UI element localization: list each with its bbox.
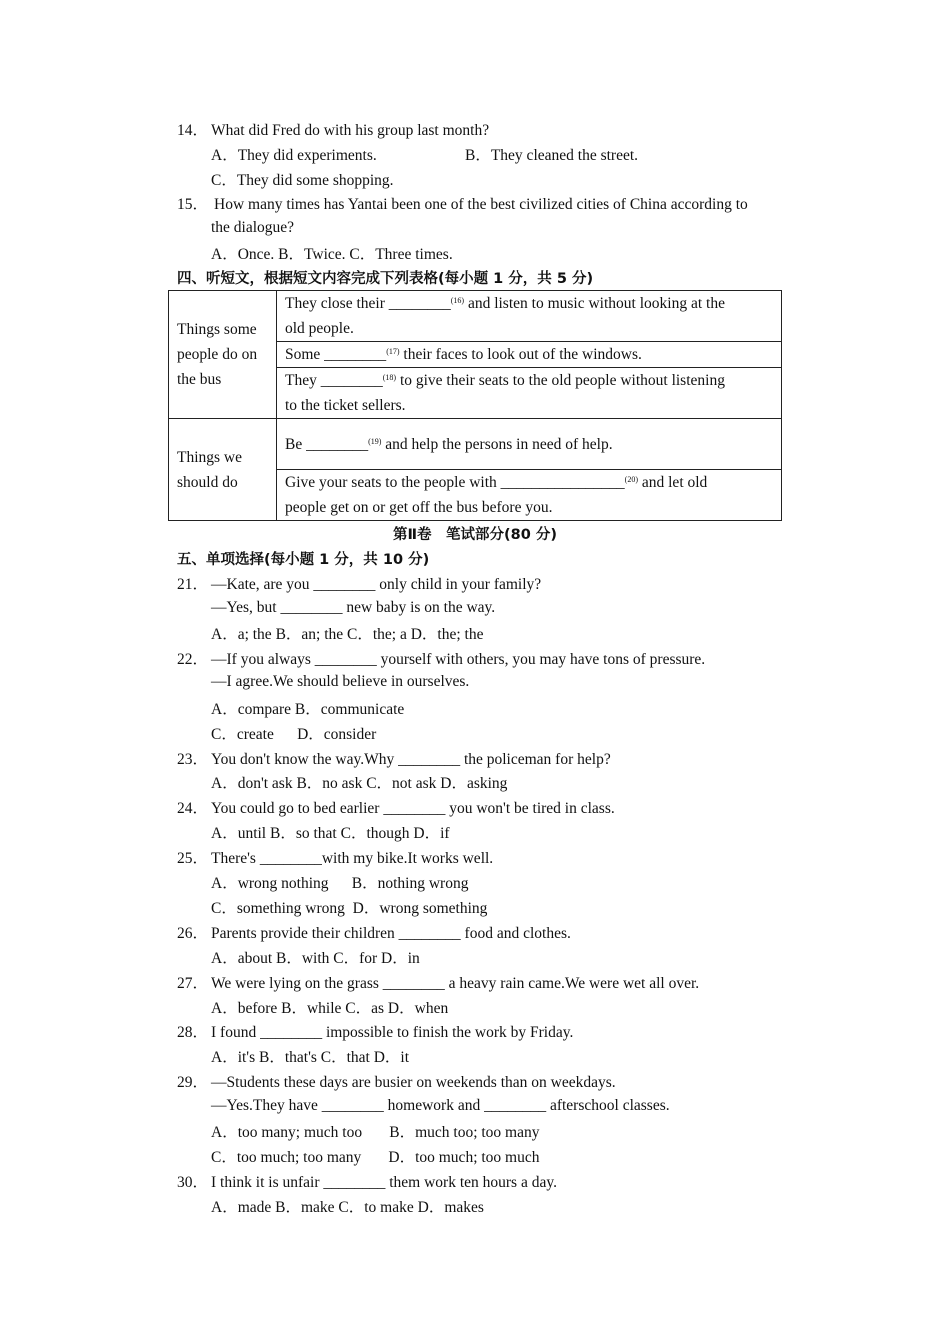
question-number: 24． [177,800,209,817]
section-title: 四、听短文，根据短文内容完成下列表格(每小题 1 分，共 5 分) [177,271,594,287]
options: C．create D．consider [211,726,377,743]
blank-17-cell: Some ________$^{(17)}$ their faces to look out of the windows. [277,342,782,368]
options: A．it's B．that's C．that D．it [211,1049,410,1066]
option-a: A．They did experiments. [211,147,377,164]
options: A．about B．with C．for D．in [211,950,420,967]
section-title: 五、单项选择(每小题 1 分，共 10 分) [177,552,430,568]
question-stem: How many times has Yantai been one of the best civilized cities of China according to [214,196,748,213]
question-number: 15． [177,196,209,213]
question-stem: Parents provide their children ________ food and clothes. [211,925,571,942]
question-number: 14． [177,122,209,139]
question-stem-cont: the dialogue? [211,219,295,236]
question-stem: I found ________ impossible to finish the work by Friday. [211,1024,574,1041]
question-number: 27． [177,975,209,992]
blank-19-cell: Be ________$^{(19)}$ and help the persons in need of help. [277,419,782,470]
dialogue-line: —If you always ________ yourself with others, you may have tons of pressure. [211,651,706,668]
options: A．wrong nothing B．nothing wrong [211,875,469,892]
row-label-2: Things we should do [169,419,277,521]
question-number: 21． [177,576,209,593]
options: A．Once. B．Twice. C．Three times. [211,246,453,263]
blank-16-cell: They close their ________$^{(16)}$ and listen to music without looking at the old people. [277,291,782,342]
question-stem: There's ________with my bike.It works well. [211,850,494,867]
options: A．don't ask B．no ask C．not ask D．asking [211,775,508,792]
question-number: 26． [177,925,209,942]
question-number: 29． [177,1074,209,1091]
question-stem: We were lying on the grass ________ a heavy rain came.We were wet all over. [211,975,700,992]
question-number: 22． [177,651,209,668]
dialogue-line: —Kate, are you ________ only child in your family? [211,576,542,593]
dialogue-line: —Yes.They have ________ homework and ________ afterschool classes. [211,1097,670,1114]
question-number: 28． [177,1024,209,1041]
options: C．too much; too many D．too much; too much [211,1149,540,1166]
options: C．something wrong D．wrong something [211,900,488,917]
question-number: 30． [177,1174,209,1191]
options: A．too many; much too B．much too; too many [211,1124,540,1141]
listening-table [168,290,782,521]
dialogue-line: —I agree.We should believe in ourselves. [211,673,470,690]
question-number: 23． [177,751,209,768]
question-stem: You could go to bed earlier ________ you won't be tired in class. [211,800,615,817]
blank-20-cell: Give your seats to the people with ________________$^{(20)}$ and let old people get on or get off the bus before you. [277,470,782,521]
row-label-1: Things some people do on the bus [169,291,277,419]
option-c: C．They did some shopping. [211,172,394,189]
options: A．compare B．communicate [211,701,405,718]
options: A．until B．so that C．though D．if [211,825,450,842]
dialogue-line: —Yes, but ________ new baby is on the way. [211,599,496,616]
options: A．made B．make C．to make D．makes [211,1199,484,1216]
dialogue-line: —Students these days are busier on weekends than on weekdays. [211,1074,616,1091]
blank-18-cell: They ________$^{(18)}$ to give their seats to the old people without listening to the ticket sellers. [277,368,782,419]
part-title: 第Ⅱ卷 笔试部分(80 分) [392,527,558,543]
question-stem: I think it is unfair ________ them work ten hours a day. [211,1174,557,1191]
question-stem: You don't know the way.Why ________ the policeman for help? [211,751,611,768]
option-b: B．They cleaned the street. [465,147,639,164]
question-stem: What did Fred do with his group last month? [211,122,490,139]
options: A．before B．while C．as D．when [211,1000,449,1017]
options: A．a; the B．an; the C．the; a D．the; the [211,626,484,643]
question-number: 25． [177,850,209,867]
